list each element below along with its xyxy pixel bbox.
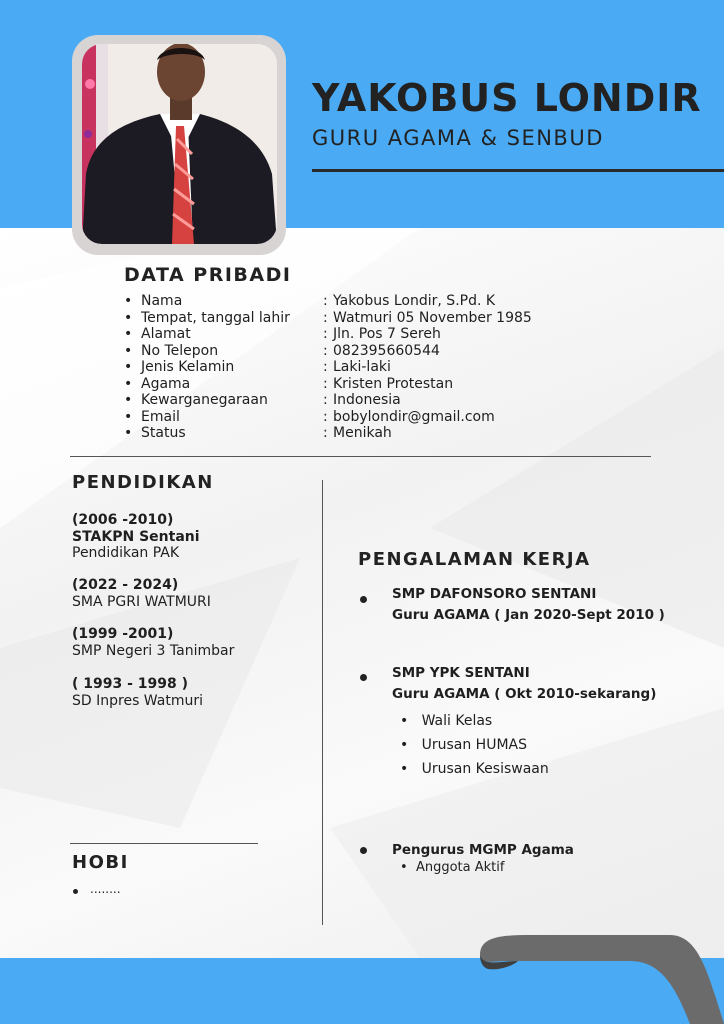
field-separator: : — [323, 375, 328, 392]
duty-item: • Urusan HUMAS — [400, 737, 527, 753]
duty-label: Urusan Kesiswaan — [421, 761, 549, 777]
field-label: Agama — [141, 375, 191, 392]
field-separator: : — [323, 342, 328, 359]
experience-entry — [392, 584, 665, 626]
duty-item: • Anggota Aktif — [400, 860, 505, 875]
field-value: Kristen Protestan — [333, 375, 454, 392]
personal-data-row: • Status : Menikah — [124, 425, 392, 441]
field-separator: : — [323, 408, 328, 425]
section-divider — [70, 456, 651, 457]
field-label: Status — [141, 425, 186, 441]
education-school: STAKPN Sentani — [72, 528, 200, 545]
hobby-bullet — [73, 889, 78, 894]
duty-item: • Urusan Kesiswaan — [400, 761, 549, 777]
hobby-item: ........ — [90, 882, 121, 896]
hobby-heading: HOBI — [72, 852, 129, 873]
education-years: (2022 - 2024) — [72, 577, 179, 593]
field-value: Laki-laki — [333, 359, 391, 375]
field-separator: : — [323, 392, 328, 408]
education-years: (2006 -2010) — [72, 512, 174, 528]
field-separator: : — [323, 425, 328, 441]
field-label: No Telepon — [141, 342, 219, 359]
field-separator: : — [323, 326, 328, 342]
field-value: Yakobus Londir, S.Pd. K — [333, 293, 496, 309]
email-value[interactable]: bobylondir@gmail.com — [333, 408, 495, 425]
education-detail: SMA PGRI WATMURI — [72, 593, 211, 610]
education-detail: SD Inpres Watmuri — [72, 692, 203, 709]
field-label: Alamat — [141, 326, 191, 342]
decorative-ribbon — [470, 925, 724, 1024]
education-heading: PENDIDIKAN — [72, 472, 214, 493]
experience-position: Guru AGAMA ( Okt 2010-sekarang) — [392, 686, 657, 702]
header-divider — [312, 169, 724, 172]
field-value: Menikah — [333, 425, 392, 441]
duty-label: Anggota Aktif — [415, 860, 505, 875]
personal-data-heading: DATA PRIBADI — [124, 264, 292, 286]
field-label: Kewarganegaraan — [141, 392, 268, 408]
education-years: (1999 -2001) — [72, 626, 174, 642]
field-label: Nama — [141, 293, 183, 309]
field-value: 082395660544 — [333, 342, 440, 359]
field-separator: : — [323, 293, 328, 309]
field-label: Tempat, tanggal lahir — [141, 309, 290, 326]
experience-bullet — [360, 847, 367, 854]
field-label: Jenis Kelamin — [141, 359, 235, 375]
experience-bullet — [360, 596, 367, 603]
field-label: Email — [141, 408, 180, 425]
personal-data-row: • Alamat : Jln. Pos 7 Sereh — [124, 326, 441, 342]
education-entry — [72, 626, 234, 659]
personal-data-list — [124, 293, 532, 442]
field-separator: : — [323, 359, 328, 375]
full-name: YAKOBUS LONDIR — [312, 76, 702, 120]
education-entry — [72, 512, 200, 562]
column-divider — [322, 480, 323, 925]
personal-data-row: • No Telepon : 082395660544 — [124, 342, 440, 359]
field-value: Indonesia — [333, 392, 401, 408]
personal-data-row: • Kewarganegaraan : Indonesia — [124, 392, 401, 408]
hobby-divider — [70, 843, 258, 844]
duty-item: • Wali Kelas — [400, 713, 493, 729]
experience-place: SMP YPK SENTANI — [392, 665, 530, 681]
personal-data-row: • Tempat, tanggal lahir : Watmuri 05 November 1985 — [124, 309, 532, 326]
duty-label: Wali Kelas — [421, 713, 493, 729]
experience-place: SMP DAFONSORO SENTANI — [392, 586, 597, 602]
education-entry — [72, 676, 203, 709]
experience-position: Guru AGAMA ( Jan 2020-Sept 2010 ) — [392, 607, 665, 623]
personal-data-row: • Email : bobylondir@gmail.com — [124, 408, 495, 425]
field-value: Watmuri 05 November 1985 — [333, 309, 532, 326]
education-detail: Pendidikan PAK — [72, 545, 180, 561]
duty-label: Urusan HUMAS — [421, 737, 527, 753]
field-separator: : — [323, 309, 328, 326]
experience-bullet — [360, 674, 367, 681]
education-detail: SMP Negeri 3 Tanimbar — [72, 642, 235, 659]
profile-photo — [82, 44, 277, 244]
personal-data-row: • Agama : Kristen Protestan — [124, 375, 454, 392]
experience-entry — [392, 663, 656, 705]
personal-data-row: • Jenis Kelamin : Laki-laki — [124, 359, 391, 375]
job-title: GURU AGAMA & SENBUD — [312, 126, 604, 150]
education-years: ( 1993 - 1998 ) — [72, 676, 189, 692]
experience-heading: PENGALAMAN KERJA — [358, 549, 591, 570]
personal-data-row: • Nama : Yakobus Londir, S.Pd. K — [124, 293, 496, 309]
education-entry — [72, 577, 211, 610]
field-value: Jln. Pos 7 Sereh — [333, 326, 441, 342]
experience-place: Pengurus MGMP Agama — [392, 842, 574, 858]
